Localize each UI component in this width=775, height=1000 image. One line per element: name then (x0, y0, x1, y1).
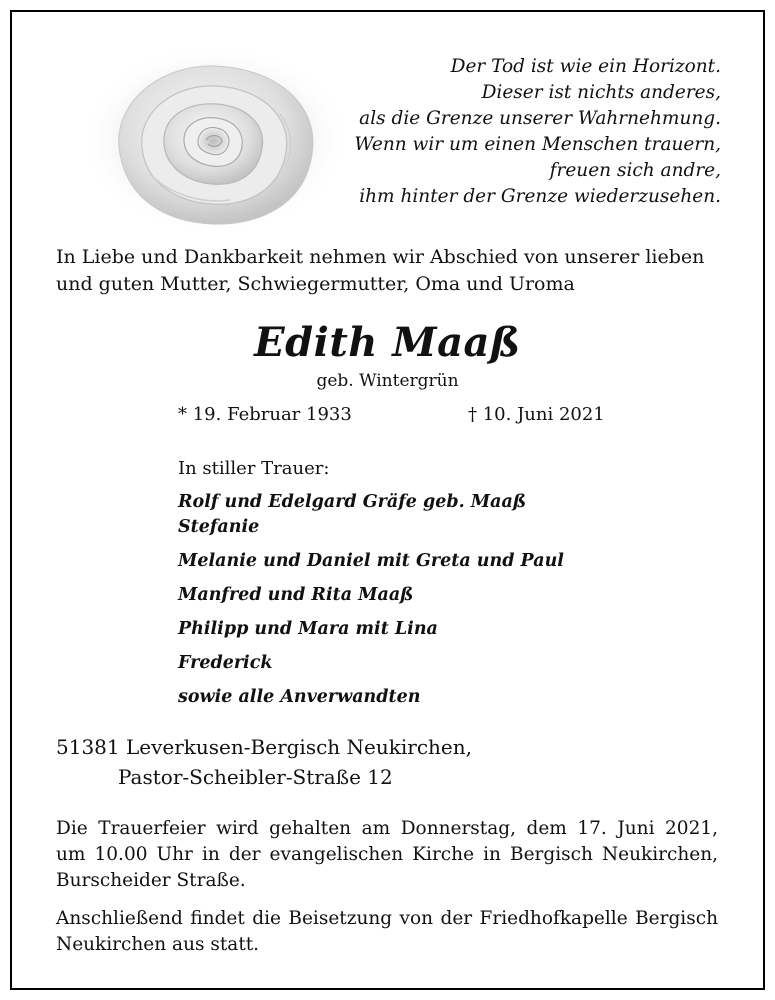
poem-line: ihm hinter der Grenze wiederzusehen. (359, 186, 721, 207)
mourners-heading: In stiller Trauer: (178, 458, 330, 479)
mourners-list (178, 490, 564, 710)
rose-image (80, 44, 350, 234)
address-line-2: Pastor-Scheibler-Straße 12 (118, 765, 393, 789)
mourner-name: Frederick (178, 653, 273, 673)
funeral-notice (56, 816, 718, 894)
poem (354, 54, 721, 210)
mourner-name: Rolf und Edelgard Gräfe geb. Maaß (178, 492, 527, 512)
mourner-name: Philipp und Mara mit Lina (178, 619, 438, 639)
birth-date: * 19. Februar 1933 (178, 404, 352, 425)
poem-line: Der Tod ist wie ein Horizont. (450, 56, 721, 77)
funeral-line: Die Trauerfeier wird gehalten am Donnerstag, dem 17. Juni 2021, (56, 818, 718, 839)
mourner-name: Manfred und Rita Maaß (178, 585, 414, 605)
burial-notice (56, 906, 718, 958)
funeral-line: um 10.00 Uhr in der evangelischen Kirche in Bergisch Neukirchen, (56, 844, 718, 865)
mourner-name: Stefanie (178, 517, 260, 537)
funeral-line: Burscheider Straße. (56, 870, 246, 891)
poem-line: Wenn wir um einen Menschen trauern, (354, 134, 721, 155)
intro-line: In Liebe und Dankbarkeit nehmen wir Abschied von unserer lieben (56, 246, 705, 268)
burial-line: Anschließend findet die Beisetzung von der Friedhofkapelle Bergisch (56, 908, 718, 929)
poem-line: Dieser ist nichts anderes, (481, 82, 721, 103)
address-line-1: 51381 Leverkusen-Bergisch Neukirchen, (56, 735, 472, 759)
address (56, 732, 472, 792)
poem-line: als die Grenze unserer Wahrnehmung. (359, 108, 721, 129)
deceased-name: Edith Maaß (254, 319, 521, 366)
mourner-name: Melanie und Daniel mit Greta und Paul (178, 551, 564, 571)
mourner-name: sowie alle Anverwandten (178, 687, 421, 707)
birth-name: geb. Wintergrün (316, 371, 459, 391)
death-date: † 10. Juni 2021 (468, 404, 605, 425)
burial-line: Neukirchen aus statt. (56, 934, 260, 955)
intro-text (56, 244, 704, 298)
obituary-frame (10, 10, 765, 990)
intro-line: und guten Mutter, Schwiegermutter, Oma und Uroma (56, 273, 575, 295)
poem-line: freuen sich andre, (549, 160, 721, 181)
